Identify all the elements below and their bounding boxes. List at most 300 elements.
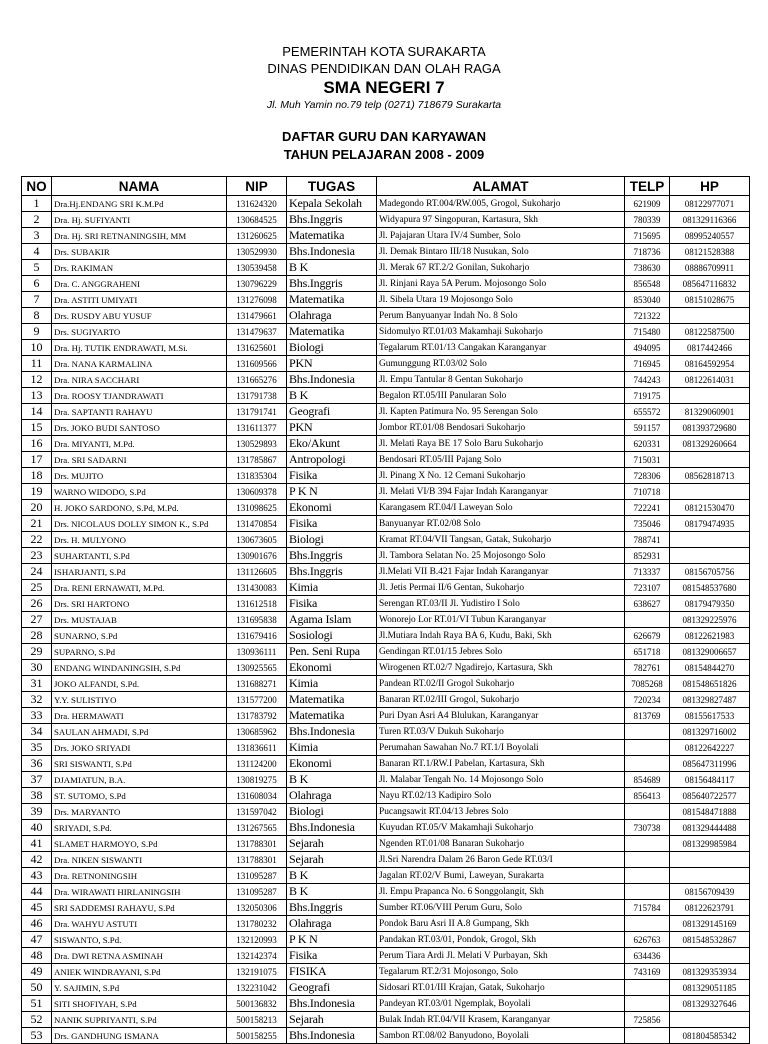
- row-number: 41: [22, 836, 52, 852]
- row-number: 6: [22, 276, 52, 292]
- staff-address: Wirogenen RT.02/7 Ngadirejo, Kartasura, Skh: [377, 660, 625, 676]
- table-row: [22, 756, 750, 772]
- row-number: 27: [22, 612, 52, 628]
- staff-mobile: [670, 868, 750, 884]
- row-number: 8: [22, 308, 52, 324]
- staff-nip: 131577200: [227, 692, 287, 708]
- staff-role: Geografi: [287, 404, 377, 420]
- staff-mobile: 81329060901: [670, 404, 750, 420]
- row-number: 23: [22, 548, 52, 564]
- table-row: [22, 548, 750, 564]
- row-number: 45: [22, 900, 52, 916]
- table-row: [22, 900, 750, 916]
- staff-phone: [625, 916, 670, 932]
- staff-nip: 130901676: [227, 548, 287, 564]
- table-row: [22, 436, 750, 452]
- staff-address: Pandean RT.02/II Grogol Sukoharjo: [377, 676, 625, 692]
- staff-name: SLAMET HARMOYO, S.Pd: [52, 836, 227, 852]
- column-header-tugas: TUGAS: [287, 177, 377, 196]
- staff-mobile: 08121528388: [670, 244, 750, 260]
- staff-name: Drs. SRI HARTONO: [52, 596, 227, 612]
- staff-nip: 130819275: [227, 772, 287, 788]
- staff-role: Matematika: [287, 324, 377, 340]
- staff-nip: 130685962: [227, 724, 287, 740]
- staff-phone: 856413: [625, 788, 670, 804]
- staff-role: Kimia: [287, 676, 377, 692]
- table-row: [22, 1012, 750, 1028]
- staff-address: Sambon RT.08/02 Banyudono, Boyolali: [377, 1028, 625, 1044]
- staff-mobile: [670, 852, 750, 868]
- staff-address: Jagalan RT.02/V Bumi, Laweyan, Surakarta: [377, 868, 625, 884]
- staff-phone: 710718: [625, 484, 670, 500]
- staff-nip: 131624320: [227, 196, 287, 212]
- row-number: 39: [22, 804, 52, 820]
- staff-name: Dra. ROOSY TJANDRAWATI: [52, 388, 227, 404]
- row-number: 50: [22, 980, 52, 996]
- staff-nip: 131780232: [227, 916, 287, 932]
- staff-name: Drs. SUBAKIR: [52, 244, 227, 260]
- staff-nip: 130684525: [227, 212, 287, 228]
- column-header-alamat: ALAMAT: [377, 177, 625, 196]
- staff-phone: [625, 756, 670, 772]
- staff-name: Dra. ASTITI UMIYATI: [52, 292, 227, 308]
- staff-mobile: 081329716002: [670, 724, 750, 740]
- staff-mobile: 08164592954: [670, 356, 750, 372]
- staff-address: Jl. Melati Raya BE 17 Solo Baru Sukoharjo: [377, 436, 625, 452]
- staff-role: B K: [287, 772, 377, 788]
- staff-address: Sidomulyo RT.01/03 Makamhaji Sukoharjo: [377, 324, 625, 340]
- staff-mobile: 081329225976: [670, 612, 750, 628]
- staff-nip: 131267565: [227, 820, 287, 836]
- table-row: [22, 708, 750, 724]
- staff-nip: 131791741: [227, 404, 287, 420]
- row-number: 18: [22, 468, 52, 484]
- staff-phone: [625, 980, 670, 996]
- staff-nip: 131688271: [227, 676, 287, 692]
- staff-phone: 723107: [625, 580, 670, 596]
- staff-phone: 856548: [625, 276, 670, 292]
- staff-nip: 130529893: [227, 436, 287, 452]
- table-row: [22, 644, 750, 660]
- staff-address: Jl.Melati VII B.421 Fajar Indah Karanganyar: [377, 564, 625, 580]
- row-number: 11: [22, 356, 52, 372]
- staff-nip: 132191075: [227, 964, 287, 980]
- row-number: 52: [22, 1012, 52, 1028]
- staff-mobile: 08121530470: [670, 500, 750, 516]
- staff-name: Dra. C. ANGGRAHENI: [52, 276, 227, 292]
- staff-mobile: 085640722577: [670, 788, 750, 804]
- row-number: 33: [22, 708, 52, 724]
- staff-name: SRI SISWANTI, S.Pd: [52, 756, 227, 772]
- table-row: [22, 212, 750, 228]
- staff-nip: 500136832: [227, 996, 287, 1012]
- staff-name: SUHARTANTI, S.Pd: [52, 548, 227, 564]
- staff-role: Bhs.Indonesia: [287, 820, 377, 836]
- staff-name: Dra. HERMAWATI: [52, 708, 227, 724]
- staff-nip: 130529930: [227, 244, 287, 260]
- table-row: [22, 964, 750, 980]
- staff-address: Pandeyan RT.03/01 Ngemplak, Boyolali: [377, 996, 625, 1012]
- row-number: 22: [22, 532, 52, 548]
- staff-phone: 743169: [625, 964, 670, 980]
- staff-phone: [625, 996, 670, 1012]
- staff-name: DJAMIATUN, B.A.: [52, 772, 227, 788]
- row-number: 7: [22, 292, 52, 308]
- staff-phone: [625, 612, 670, 628]
- table-row: [22, 820, 750, 836]
- staff-mobile: [670, 1012, 750, 1028]
- staff-name: Dra. SAPTANTI RAHAYU: [52, 404, 227, 420]
- staff-mobile: 08154844270: [670, 660, 750, 676]
- staff-name: WARNO WIDODO, S.Pd: [52, 484, 227, 500]
- row-number: 46: [22, 916, 52, 932]
- staff-nip: 131836611: [227, 740, 287, 756]
- staff-nip: 130539458: [227, 260, 287, 276]
- table-row: [22, 692, 750, 708]
- staff-phone: 722241: [625, 500, 670, 516]
- staff-role: Bhs.Indonesia: [287, 372, 377, 388]
- staff-name: Drs. H. MULYONO: [52, 532, 227, 548]
- staff-mobile: 081329006657: [670, 644, 750, 660]
- table-row: [22, 340, 750, 356]
- staff-role: Matematika: [287, 708, 377, 724]
- column-header-nama: NAMA: [52, 177, 227, 196]
- staff-nip: 131835304: [227, 468, 287, 484]
- staff-address: Jombor RT.01/08 Bendosari Sukoharjo: [377, 420, 625, 436]
- staff-role: Bhs.Inggris: [287, 212, 377, 228]
- staff-phone: 720234: [625, 692, 670, 708]
- staff-phone: 719175: [625, 388, 670, 404]
- staff-role: Olahraga: [287, 788, 377, 804]
- staff-name: SRIYADI, S.Pd.: [52, 820, 227, 836]
- staff-role: Bhs.Indonesia: [287, 244, 377, 260]
- table-row: [22, 276, 750, 292]
- staff-phone: [625, 1028, 670, 1044]
- table-row: [22, 564, 750, 580]
- staff-phone: 651718: [625, 644, 670, 660]
- staff-role: Bhs.Inggris: [287, 900, 377, 916]
- staff-phone: 655572: [625, 404, 670, 420]
- staff-phone: [625, 836, 670, 852]
- staff-name: ST. SUTOMO, S.Pd: [52, 788, 227, 804]
- staff-role: Antropologi: [287, 452, 377, 468]
- staff-nip: 132231042: [227, 980, 287, 996]
- staff-role: Matematika: [287, 292, 377, 308]
- row-number: 42: [22, 852, 52, 868]
- table-row: [22, 372, 750, 388]
- staff-mobile: 08122977071: [670, 196, 750, 212]
- staff-nip: 131791738: [227, 388, 287, 404]
- table-row: [22, 884, 750, 900]
- row-number: 20: [22, 500, 52, 516]
- row-number: 25: [22, 580, 52, 596]
- staff-nip: 131679416: [227, 628, 287, 644]
- department-heading: DINAS PENDIDIKAN DAN OLAH RAGA: [267, 61, 501, 76]
- table-row: [22, 772, 750, 788]
- staff-role: Kimia: [287, 580, 377, 596]
- staff-name: Dra. SRI SADARNI: [52, 452, 227, 468]
- staff-phone: 715784: [625, 900, 670, 916]
- staff-nip: 131124200: [227, 756, 287, 772]
- staff-phone: 715480: [625, 324, 670, 340]
- staff-role: Fisika: [287, 596, 377, 612]
- staff-mobile: [670, 484, 750, 500]
- staff-nip: 132050306: [227, 900, 287, 916]
- staff-mobile: 081548651826: [670, 676, 750, 692]
- staff-address: Pandakan RT.03/01, Pondok, Grogol, Skh: [377, 932, 625, 948]
- table-row: [22, 484, 750, 500]
- column-header-telp: TELP: [625, 177, 670, 196]
- staff-phone: [625, 868, 670, 884]
- table-row: [22, 980, 750, 996]
- staff-phone: 780339: [625, 212, 670, 228]
- academic-year: TAHUN PELAJARAN 2008 - 2009: [283, 147, 485, 162]
- staff-nip: 131788301: [227, 836, 287, 852]
- staff-nip: 500158213: [227, 1012, 287, 1028]
- table-row: [22, 996, 750, 1012]
- staff-mobile: 08122642227: [670, 740, 750, 756]
- staff-nip: 131260625: [227, 228, 287, 244]
- staff-phone: 7085268: [625, 676, 670, 692]
- staff-nip: 131470854: [227, 516, 287, 532]
- staff-mobile: 081548537680: [670, 580, 750, 596]
- staff-role: Fisika: [287, 468, 377, 484]
- staff-mobile: 085647311996: [670, 756, 750, 772]
- staff-address: Jl. Kapten Patimura No. 95 Serengan Solo: [377, 404, 625, 420]
- row-number: 29: [22, 644, 52, 660]
- staff-nip: 131430083: [227, 580, 287, 596]
- column-header-hp: HP: [670, 177, 750, 196]
- staff-role: Sejarah: [287, 1012, 377, 1028]
- staff-role: P K N: [287, 932, 377, 948]
- staff-address: Turen RT.03/V Dukuh Sukoharjo: [377, 724, 625, 740]
- school-name: SMA NEGERI 7: [323, 78, 445, 97]
- staff-nip: 130796229: [227, 276, 287, 292]
- staff-mobile: [670, 948, 750, 964]
- staff-name: ANIEK WINDRAYANI, S.Pd: [52, 964, 227, 980]
- table-row: [22, 948, 750, 964]
- staff-mobile: 081329353934: [670, 964, 750, 980]
- staff-address: Pondok Baru Asri II A.8 Gumpang, Skh: [377, 916, 625, 932]
- staff-mobile: 08155617533: [670, 708, 750, 724]
- staff-role: B K: [287, 884, 377, 900]
- staff-address: Tegalarum RT.01/13 Cangakan Karanganyar: [377, 340, 625, 356]
- staff-role: Ekonomi: [287, 500, 377, 516]
- staff-phone: [625, 724, 670, 740]
- staff-name: Dra. Hj. TUTIK ENDRAWATI, M.Si.: [52, 340, 227, 356]
- staff-phone: [625, 740, 670, 756]
- staff-name: SRI SADDEMSI RAHAYU, S.Pd: [52, 900, 227, 916]
- row-number: 47: [22, 932, 52, 948]
- table-row: [22, 580, 750, 596]
- staff-mobile: [670, 388, 750, 404]
- staff-address: Karangasem RT.04/I Laweyan Solo: [377, 500, 625, 516]
- staff-phone: 725856: [625, 1012, 670, 1028]
- staff-phone: 852931: [625, 548, 670, 564]
- table-row: [22, 516, 750, 532]
- staff-mobile: 08156709439: [670, 884, 750, 900]
- staff-phone: 813769: [625, 708, 670, 724]
- staff-role: B K: [287, 868, 377, 884]
- staff-nip: 130925565: [227, 660, 287, 676]
- row-number: 35: [22, 740, 52, 756]
- staff-nip: 132120993: [227, 932, 287, 948]
- staff-name: ISHARJANTI, S.Pd: [52, 564, 227, 580]
- staff-address: Banyuanyar RT.02/08 Solo: [377, 516, 625, 532]
- staff-address: Madegondo RT.004/RW.005, Grogol, Sukoharjo: [377, 196, 625, 212]
- staff-role: Biologi: [287, 532, 377, 548]
- staff-role: B K: [287, 388, 377, 404]
- staff-address: Sidosari RT.01/III Krajan, Gatak, Sukoharjo: [377, 980, 625, 996]
- staff-address: Kramat RT.04/VII Tangsan, Gatak, Sukoharjo: [377, 532, 625, 548]
- staff-address: Begalon RT.05/III Panularan Solo: [377, 388, 625, 404]
- staff-mobile: 081329260664: [670, 436, 750, 452]
- staff-phone: 621909: [625, 196, 670, 212]
- staff-nip: 132142374: [227, 948, 287, 964]
- staff-address: Jl.Mutiara Indah Raya BA 6, Kudu, Baki, Skh: [377, 628, 625, 644]
- staff-mobile: 08122587500: [670, 324, 750, 340]
- staff-mobile: 081329444488: [670, 820, 750, 836]
- staff-name: Drs. JOKO SRIYADI: [52, 740, 227, 756]
- staff-name: JOKO ALFANDI, S.Pd.: [52, 676, 227, 692]
- staff-address: Jl. Pajajaran Utara IV/4 Sumber, Solo: [377, 228, 625, 244]
- staff-address: Sumber RT.06/VIII Perum Guru, Solo: [377, 900, 625, 916]
- table-row: [22, 612, 750, 628]
- table-row: [22, 836, 750, 852]
- row-number: 40: [22, 820, 52, 836]
- staff-name: Dra. NIRA SACCHARI: [52, 372, 227, 388]
- row-number: 38: [22, 788, 52, 804]
- staff-mobile: 08156484117: [670, 772, 750, 788]
- table-row: [22, 788, 750, 804]
- staff-mobile: 081329145169: [670, 916, 750, 932]
- staff-role: Sejarah: [287, 836, 377, 852]
- staff-role: Matematika: [287, 692, 377, 708]
- staff-phone: 788741: [625, 532, 670, 548]
- staff-nip: 131783792: [227, 708, 287, 724]
- row-number: 10: [22, 340, 52, 356]
- staff-phone: 730738: [625, 820, 670, 836]
- staff-phone: [625, 804, 670, 820]
- staff-address: Jl. Tambora Selatan No. 25 Mojosongo Solo: [377, 548, 625, 564]
- table-row: [22, 388, 750, 404]
- table-row: [22, 932, 750, 948]
- staff-address: Jl. Malabar Tengah No. 14 Mojosongo Solo: [377, 772, 625, 788]
- staff-name: Dra. MIYANTI, M.Pd.: [52, 436, 227, 452]
- table-row: [22, 308, 750, 324]
- row-number: 31: [22, 676, 52, 692]
- row-number: 34: [22, 724, 52, 740]
- staff-name: Drs. NICOLAUS DOLLY SIMON K., S.Pd: [52, 516, 227, 532]
- staff-address: Pucangsawit RT.04/13 Jebres Solo: [377, 804, 625, 820]
- staff-role: Kepala Sekolah: [287, 196, 377, 212]
- staff-role: PKN: [287, 356, 377, 372]
- staff-name: Dra. DWI RETNA ASMINAH: [52, 948, 227, 964]
- row-number: 9: [22, 324, 52, 340]
- table-row: [22, 420, 750, 436]
- table-header: [22, 177, 750, 196]
- staff-address: Jl. Merak 67 RT.2/2 Gonilan, Sukoharjo: [377, 260, 625, 276]
- row-number: 16: [22, 436, 52, 452]
- staff-mobile: 08122614031: [670, 372, 750, 388]
- staff-nip: 131788301: [227, 852, 287, 868]
- staff-role: Pen. Seni Rupa: [287, 644, 377, 660]
- staff-role: FISIKA: [287, 964, 377, 980]
- staff-name: SUPARNO, S.Pd: [52, 644, 227, 660]
- staff-name: NANIK SUPRIYANTI, S.Pd: [52, 1012, 227, 1028]
- row-number: 28: [22, 628, 52, 644]
- staff-name: Dra.Hj.ENDANG SRI K.M.Pd: [52, 196, 227, 212]
- row-number: 48: [22, 948, 52, 964]
- table-row: [22, 740, 750, 756]
- row-number: 4: [22, 244, 52, 260]
- staff-name: SISWANTO, S.Pd.: [52, 932, 227, 948]
- staff-address: Bendosari RT.05/III Pajang Solo: [377, 452, 625, 468]
- row-number: 17: [22, 452, 52, 468]
- staff-phone: [625, 884, 670, 900]
- staff-address: Jl. Melati VI/B 394 Fajar Indah Karanganyar: [377, 484, 625, 500]
- staff-address: Jl.Sri Narendra Dalam 26 Baron Gede RT.03/I: [377, 852, 625, 868]
- staff-address: Puri Dyan Asri A4 Blulukan, Karanganyar: [377, 708, 625, 724]
- table-row: [22, 244, 750, 260]
- table-body: [22, 196, 750, 1044]
- staff-role: Bhs.Inggris: [287, 564, 377, 580]
- table-row: [22, 596, 750, 612]
- table-row: [22, 292, 750, 308]
- staff-role: Eko/Akunt: [287, 436, 377, 452]
- staff-nip: 500158255: [227, 1028, 287, 1044]
- staff-mobile: 081329116366: [670, 212, 750, 228]
- staff-address: Banaran RT.02/III Grogol, Sukoharjo: [377, 692, 625, 708]
- staff-address: Wonorejo Lor RT.01/VI Tubun Karanganyar: [377, 612, 625, 628]
- row-number: 13: [22, 388, 52, 404]
- table-row: [22, 500, 750, 516]
- staff-phone: 854689: [625, 772, 670, 788]
- staff-nip: 131695838: [227, 612, 287, 628]
- staff-address: Jl. Sibela Utara 19 Mojosongo Solo: [377, 292, 625, 308]
- staff-mobile: 081548471888: [670, 804, 750, 820]
- staff-name: Y. SAJIMIN, S.Pd: [52, 980, 227, 996]
- staff-nip: 131625601: [227, 340, 287, 356]
- staff-name: Dra. RENI ERNAWATI, M.Pd.: [52, 580, 227, 596]
- staff-phone: 591157: [625, 420, 670, 436]
- staff-mobile: 08122621983: [670, 628, 750, 644]
- table-row: [22, 260, 750, 276]
- staff-address: Perum Banyuanyar Indah No. 8 Solo: [377, 308, 625, 324]
- staff-role: B K: [287, 260, 377, 276]
- staff-role: Biologi: [287, 340, 377, 356]
- staff-role: Ekonomi: [287, 756, 377, 772]
- staff-role: Bhs.Indonesia: [287, 724, 377, 740]
- staff-nip: 130936111: [227, 644, 287, 660]
- staff-name: Drs. JOKO BUDI SANTOSO: [52, 420, 227, 436]
- staff-role: Olahraga: [287, 308, 377, 324]
- staff-mobile: [670, 452, 750, 468]
- staff-nip: 131609566: [227, 356, 287, 372]
- staff-name: Drs. MARYANTO: [52, 804, 227, 820]
- column-header-no: NO: [22, 177, 52, 196]
- table-row: [22, 356, 750, 372]
- staff-role: Matematika: [287, 228, 377, 244]
- row-number: 44: [22, 884, 52, 900]
- staff-address: Jl. Empu Prapanca No. 6 Songgolangit, Skh: [377, 884, 625, 900]
- staff-phone: 718736: [625, 244, 670, 260]
- staff-mobile: 081804585342: [670, 1028, 750, 1044]
- staff-phone: 853040: [625, 292, 670, 308]
- staff-mobile: 08122623791: [670, 900, 750, 916]
- staff-mobile: 08179479350: [670, 596, 750, 612]
- row-number: 51: [22, 996, 52, 1012]
